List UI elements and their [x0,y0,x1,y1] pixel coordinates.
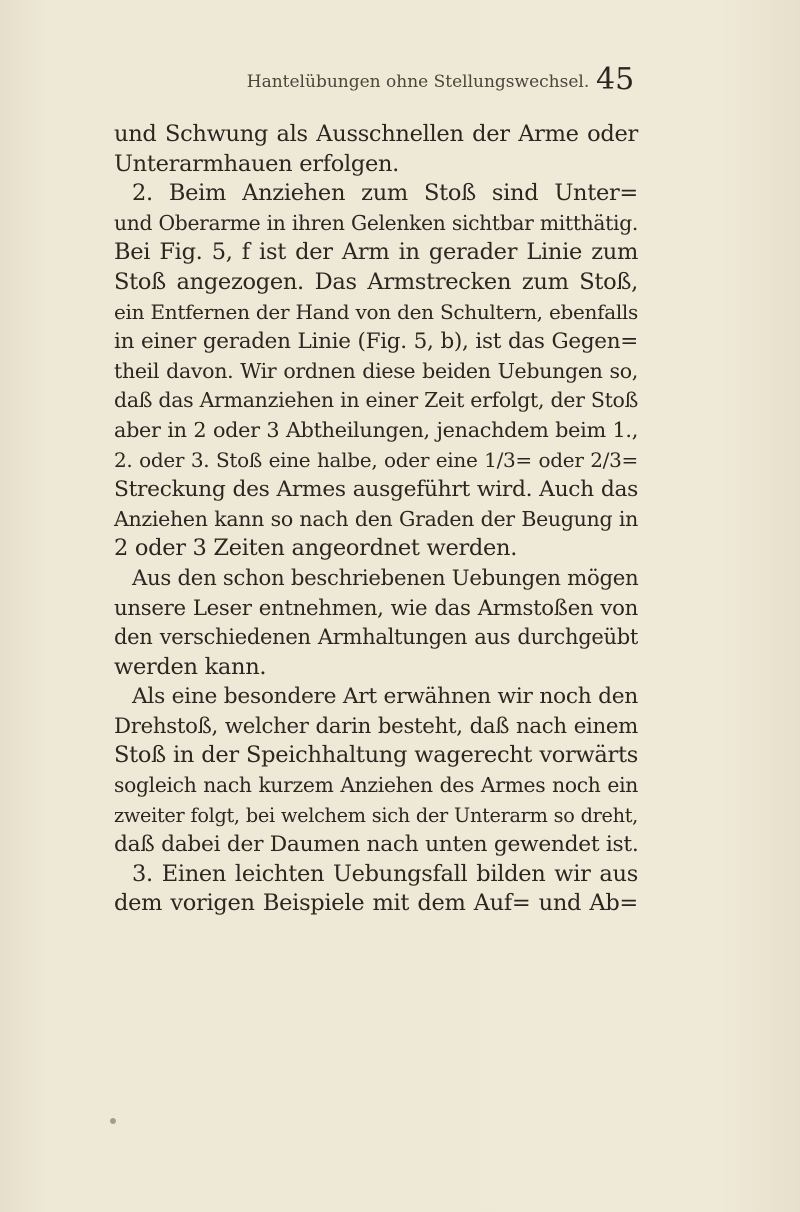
text-line: werden kann. [114,653,267,680]
text-line: 2. Beim Anziehen zum Stoß sind Unter= [132,180,638,207]
text-line: daß dabei der Daumen nach unten gewendet ist. [114,832,639,858]
text-line: und Oberarme in ihren Gelenken sichtbar mitthätig. [114,210,638,235]
running-head: Hantelübungen ohne Stellungswechsel. [246,72,590,92]
text-line: Stoß angezogen. Das Armstrecken zum Stoß, [114,268,638,295]
text-line: Streckung des Armes ausgeführt wird. Auch das [114,477,638,503]
text-line: 3. Einen leichten Uebungsfall bilden wir aus [132,860,638,887]
text-line: Aus den schon beschriebenen Uebungen mögen [132,565,639,591]
text-line: sogleich nach kurzem Anziehen des Armes noch ein [114,773,638,798]
text-line: Stoß in der Speichhaltung wagerecht vorwärts [114,742,638,769]
text-line: aber in 2 oder 3 Abtheilungen, jenachdem beim 1., [114,417,638,442]
text-line: Bei Fig. 5, f ist der Arm in gerader Linie zum [114,239,638,266]
text-line: und Schwung als Ausschnellen der Arme oder [114,121,638,147]
text-line: 2 oder 3 Zeiten angeordnet werden. [114,535,518,562]
text-line: daß das Armanziehen in einer Zeit erfolgt, der Stoß [114,388,638,413]
text-line: Drehstoß, welcher darin besteht, daß nach einem [114,713,638,739]
text-line: den verschiedenen Armhaltungen aus durchgeübt [114,625,638,650]
text-line: dem vorigen Beispiele mit dem Auf= und Ab= [114,890,638,917]
text-line: unsere Leser entnehmen, wie das Armstoßen von [114,595,638,621]
ink-speck [110,1118,116,1124]
body-text [114,120,638,919]
text-line: Als eine besondere Art erwähnen wir noch den [132,684,638,710]
text-line: in einer geraden Linie (Fig. 5, b), ist das Gegen= [114,329,638,355]
text-line: Anziehen kann so nach den Graden der Beugung in [114,506,638,531]
text-line: 2. oder 3. Stoß eine halbe, oder eine 1/3= oder 2/3= [114,447,638,472]
text-line: theil davon. Wir ordnen diese beiden Uebungen so, [114,358,638,383]
text-line: Unterarmhauen erfolgen. [114,150,400,177]
text-line: zweiter folgt, bei welchem sich der Unterarm so dreht, [114,803,638,827]
text-line: ein Entfernen der Hand von den Schultern, ebenfalls [114,299,638,324]
page-number: 45 [596,62,635,97]
